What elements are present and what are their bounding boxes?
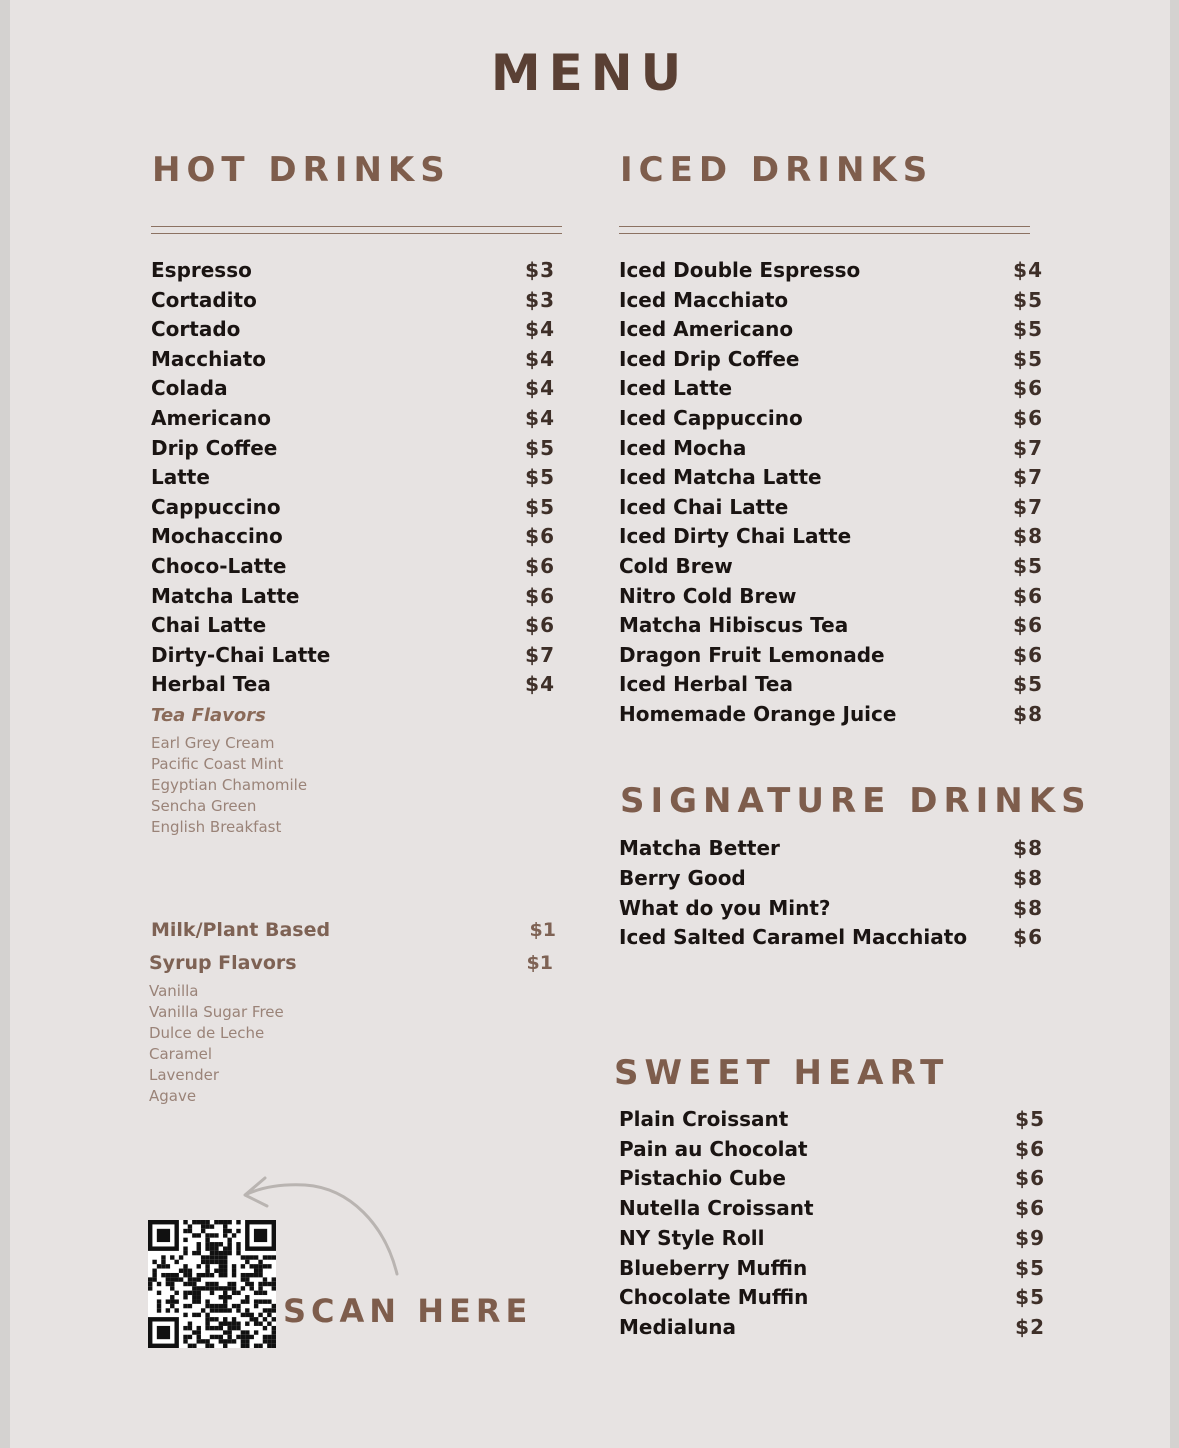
qr-code[interactable] xyxy=(148,1220,276,1348)
menu-item xyxy=(151,465,555,493)
menu-item-name: What do you Mint? xyxy=(619,895,831,920)
menu-item xyxy=(619,643,1043,671)
menu-item-name: Dirty-Chai Latte xyxy=(151,642,331,667)
menu-item-price: $5 xyxy=(1013,287,1043,312)
menu-item xyxy=(619,376,1043,404)
menu-item-name: NY Style Roll xyxy=(619,1225,765,1250)
menu-item-name: Matcha Hibiscus Tea xyxy=(619,613,849,638)
menu-item xyxy=(619,1256,1045,1284)
menu-item-price: $8 xyxy=(1013,836,1043,860)
menu-item-name: Americano xyxy=(151,406,271,430)
menu-item-name: Nitro Cold Brew xyxy=(619,583,797,608)
menu-item xyxy=(151,317,555,345)
flavor-item: Vanilla xyxy=(149,982,199,1000)
menu-item-name: Cold Brew xyxy=(619,554,733,578)
menu-item-name: Iced Latte xyxy=(619,376,733,401)
menu-item-price: $6 xyxy=(525,554,555,578)
menu-item-price: $5 xyxy=(1013,554,1043,578)
flavor-item: Caramel xyxy=(149,1045,213,1063)
menu-item xyxy=(619,347,1043,375)
menu-item xyxy=(619,1166,1045,1194)
menu-item xyxy=(619,317,1043,345)
menu-item-name: Blueberry Muffin xyxy=(619,1255,808,1280)
menu-item xyxy=(619,1196,1045,1224)
milk-addon-price: $1 xyxy=(529,919,556,941)
flavor-item: Dulce de Leche xyxy=(149,1024,265,1042)
menu-item-name: Pain au Chocolat xyxy=(619,1136,808,1161)
menu-item xyxy=(151,347,555,375)
menu-item-name: Homemade Orange Juice xyxy=(619,702,897,726)
menu-item-name: Choco-Latte xyxy=(151,554,287,578)
menu-item xyxy=(619,925,1043,953)
menu-item-price: $4 xyxy=(525,346,555,371)
menu-item-price: $5 xyxy=(525,465,555,490)
menu-item-price: $6 xyxy=(1013,406,1043,430)
flavor-item: English Breakfast xyxy=(151,818,282,836)
menu-item-name: Dragon Fruit Lemonade xyxy=(619,642,885,667)
menu-item-price: $4 xyxy=(525,406,555,430)
menu-item-name: Colada xyxy=(151,376,228,401)
menu-item-name: Iced Matcha Latte xyxy=(619,465,822,490)
menu-item xyxy=(619,836,1043,864)
menu-item-name: Iced Americano xyxy=(619,317,794,342)
menu-item-price: $8 xyxy=(1013,702,1043,726)
menu-item-name: Matcha Better xyxy=(619,836,780,860)
milk-addon-name: Milk/Plant Based xyxy=(151,919,331,941)
flavor-item: Sencha Green xyxy=(151,797,257,815)
menu-item xyxy=(619,465,1043,493)
menu-item-name: Cortado xyxy=(151,317,241,342)
menu-item xyxy=(151,495,555,523)
flavor-item: Vanilla Sugar Free xyxy=(149,1003,284,1021)
menu-item-name: Nutella Croissant xyxy=(619,1196,814,1221)
menu-item-name: Cortadito xyxy=(151,287,257,312)
menu-item xyxy=(619,672,1043,700)
menu-item-price: $6 xyxy=(525,524,555,549)
menu-item xyxy=(619,436,1043,464)
menu-item-price: $6 xyxy=(1013,925,1043,950)
menu-item-price: $3 xyxy=(525,258,555,282)
menu-item-price: $6 xyxy=(1015,1166,1045,1191)
menu-item xyxy=(619,524,1043,552)
menu-item xyxy=(619,1137,1045,1165)
menu-item-name: Iced Herbal Tea xyxy=(619,672,793,697)
menu-item-name: Iced Dirty Chai Latte xyxy=(619,524,852,549)
menu-item-name: Iced Chai Latte xyxy=(619,494,789,519)
menu-item xyxy=(619,554,1043,582)
menu-item-price: $6 xyxy=(1013,583,1043,608)
menu-item xyxy=(619,613,1043,641)
menu-item xyxy=(619,288,1043,316)
menu-item-price: $6 xyxy=(1013,613,1043,638)
menu-item-name: Chai Latte xyxy=(151,613,267,638)
tea-flavors-heading: Tea Flavors xyxy=(151,705,266,726)
menu-item-name: Iced Salted Caramel Macchiato xyxy=(619,925,968,950)
menu-item-name: Iced Double Espresso xyxy=(619,258,861,282)
menu-item xyxy=(619,584,1043,612)
menu-item-name: Latte xyxy=(151,465,210,490)
menu-item-price: $4 xyxy=(525,317,555,342)
menu-item-price: $5 xyxy=(1015,1107,1045,1131)
menu-item-price: $7 xyxy=(1013,465,1043,490)
menu-item-price: $5 xyxy=(1013,672,1043,697)
menu-item-price: $7 xyxy=(1013,494,1043,519)
iced-drinks-heading: ICED DRINKS xyxy=(620,150,934,190)
menu-item-price: $5 xyxy=(525,494,555,519)
menu-item-price: $6 xyxy=(1013,642,1043,667)
menu-item-price: $6 xyxy=(525,583,555,608)
flavor-item: Pacific Coast Mint xyxy=(151,755,284,773)
menu-item-name: Chocolate Muffin xyxy=(619,1285,809,1310)
menu-item-price: $7 xyxy=(525,642,555,667)
menu-item xyxy=(151,288,555,316)
menu-item-name: Iced Cappuccino xyxy=(619,406,803,430)
menu-item-price: $3 xyxy=(525,287,555,312)
menu-item-name: Mochaccino xyxy=(151,524,283,549)
menu-item-price: $8 xyxy=(1013,524,1043,549)
signature-drinks-heading: SIGNATURE DRINKS xyxy=(620,781,1092,821)
menu-item-price: $8 xyxy=(1013,865,1043,890)
menu-item-price: $5 xyxy=(1013,346,1043,371)
menu-item-name: Medialuna xyxy=(619,1314,736,1339)
menu-item-price: $6 xyxy=(1015,1196,1045,1221)
hot-drinks-heading: HOT DRINKS xyxy=(152,150,451,190)
menu-item xyxy=(151,406,555,434)
menu-item xyxy=(151,376,555,404)
menu-item-name: Iced Drip Coffee xyxy=(619,346,800,371)
menu-item-price: $4 xyxy=(1013,258,1043,282)
menu-item xyxy=(619,1315,1045,1343)
scan-here-label: SCAN HERE xyxy=(283,1292,533,1330)
menu-item xyxy=(151,613,555,641)
milk-addon xyxy=(151,919,556,941)
menu-item-name: Iced Mocha xyxy=(619,435,747,460)
menu-item-price: $5 xyxy=(525,435,555,460)
menu-item-price: $6 xyxy=(1013,376,1043,401)
menu-item-price: $5 xyxy=(1013,317,1043,342)
menu-item-name: Drip Coffee xyxy=(151,435,278,460)
menu-item xyxy=(619,866,1043,894)
hot-divider xyxy=(151,226,562,234)
menu-item xyxy=(619,406,1043,434)
menu-item-name: Iced Macchiato xyxy=(619,287,789,312)
flavor-item: Lavender xyxy=(149,1066,220,1084)
menu-item xyxy=(151,584,555,612)
flavor-item: Egyptian Chamomile xyxy=(151,776,308,794)
menu-item-price: $4 xyxy=(525,672,555,697)
menu-item xyxy=(619,495,1043,523)
menu-item-price: $8 xyxy=(1013,895,1043,920)
menu-item xyxy=(151,554,555,582)
menu-item-price: $5 xyxy=(1015,1285,1045,1310)
menu-item xyxy=(151,672,555,700)
menu-item-price: $4 xyxy=(525,376,555,401)
menu-item-name: Cappuccino xyxy=(151,494,281,519)
menu-item-name: Plain Croissant xyxy=(619,1107,789,1131)
menu-item xyxy=(151,643,555,671)
syrup-addon xyxy=(149,952,553,974)
page-title: MENU xyxy=(490,44,690,102)
menu-item xyxy=(619,1285,1045,1313)
menu-item xyxy=(151,524,555,552)
menu-item-name: Matcha Latte xyxy=(151,583,300,608)
menu-item xyxy=(619,702,1043,730)
menu-item-price: $9 xyxy=(1015,1225,1045,1250)
menu-item-price: $5 xyxy=(1015,1255,1045,1280)
sweet-heart-heading: SWEET HEART xyxy=(614,1053,950,1093)
menu-item-price: $6 xyxy=(1015,1136,1045,1161)
iced-divider xyxy=(619,226,1030,234)
menu-item xyxy=(151,258,555,286)
menu-item-name: Herbal Tea xyxy=(151,672,271,697)
menu-item xyxy=(619,1226,1045,1254)
flavor-item: Agave xyxy=(149,1087,197,1105)
menu-item-name: Macchiato xyxy=(151,346,266,371)
menu-item-name: Espresso xyxy=(151,258,252,282)
flavor-item: Earl Grey Cream xyxy=(151,734,275,752)
menu-page xyxy=(10,0,1170,1448)
menu-item-name: Pistachio Cube xyxy=(619,1166,786,1191)
menu-item-name: Berry Good xyxy=(619,865,746,890)
menu-item xyxy=(619,896,1043,924)
menu-item xyxy=(151,436,555,464)
menu-item-price: $7 xyxy=(1013,435,1043,460)
menu-item-price: $6 xyxy=(525,613,555,638)
syrup-addon-price: $1 xyxy=(526,952,553,974)
syrup-addon-name: Syrup Flavors xyxy=(149,952,297,974)
menu-item xyxy=(619,258,1043,286)
menu-item xyxy=(619,1107,1045,1135)
menu-item-price: $2 xyxy=(1015,1314,1045,1339)
